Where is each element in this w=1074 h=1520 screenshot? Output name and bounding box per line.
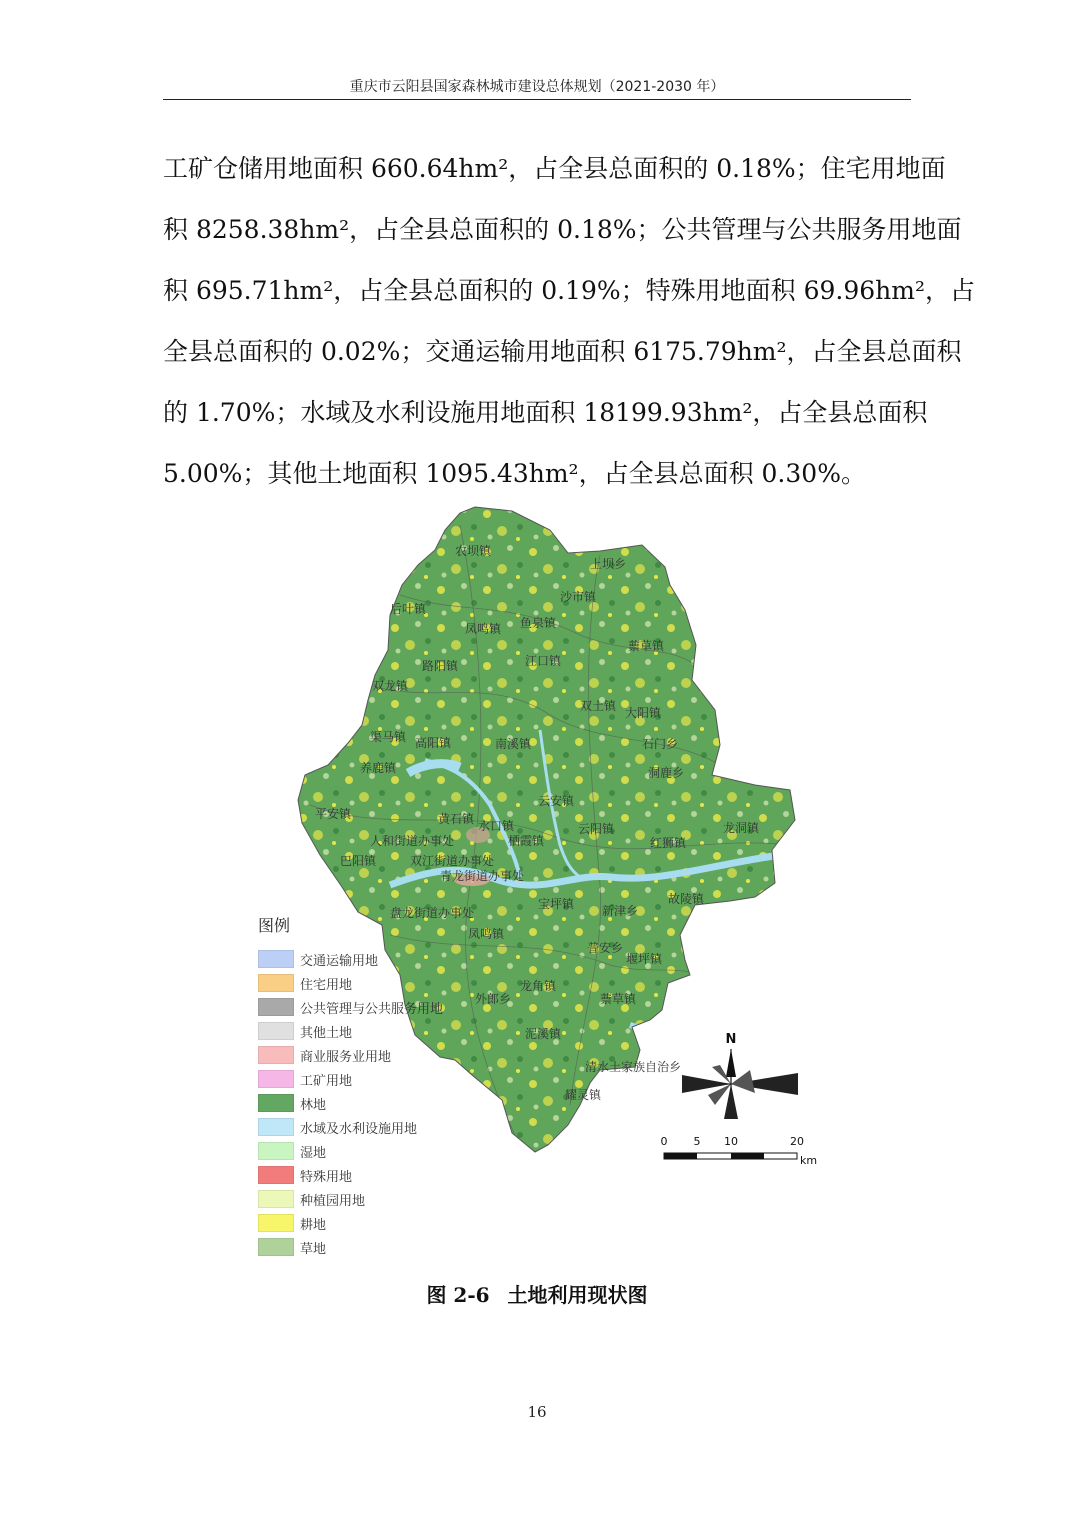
place-label: 渠马镇	[370, 730, 407, 744]
legend-swatch	[258, 1022, 294, 1040]
legend-swatch	[258, 1214, 294, 1232]
place-label: 堰坪镇	[626, 952, 663, 966]
body-paragraph	[163, 138, 975, 504]
legend-swatch	[258, 1142, 294, 1160]
scale-tick-label: 5	[693, 1135, 701, 1148]
scale-tick-label: 20	[790, 1135, 804, 1148]
place-label: 龙角镇	[520, 979, 557, 993]
place-label: 双江街道办事处	[410, 854, 495, 868]
scale-unit: km	[800, 1154, 818, 1167]
scale-bar-segment	[731, 1153, 764, 1159]
place-label: 凤鸣镇	[468, 927, 505, 941]
legend-item	[258, 1163, 468, 1187]
place-label: 双土镇	[580, 699, 617, 713]
paragraph-line: 积 695.71hm²，占全县总面积的 0.19%；特殊用地面积 69.96hm²，占	[163, 276, 975, 305]
place-label: 清水土家族自治乡	[585, 1060, 682, 1074]
place-label: 泥溪镇	[525, 1027, 562, 1041]
place-label: 高阳镇	[415, 736, 452, 750]
place-label: 上坝乡	[590, 557, 627, 571]
legend-item	[258, 1043, 468, 1067]
paragraph-line: 工矿仓储用地面积 660.64hm²，占全县总面积的 0.18%；住宅用地面	[163, 154, 946, 183]
legend-swatch	[258, 998, 294, 1016]
figure-title: 土地利用现状图	[507, 1283, 648, 1307]
place-label: 鱼泉镇	[520, 616, 557, 630]
place-label: 普安乡	[587, 941, 624, 955]
place-label: 青龙街道办事处	[440, 869, 525, 883]
paragraph-line: 积 8258.38hm²，占全县总面积的 0.18%；公共管理与公共服务用地面	[163, 215, 962, 244]
paragraph-line: 全县总面积的 0.02%；交通运输用地面积 6175.79hm²，占全县总面积	[163, 337, 962, 366]
north-label: N	[725, 1032, 737, 1047]
legend-swatch	[258, 974, 294, 992]
place-label: 双龙镇	[372, 679, 409, 693]
place-label: 江口镇	[525, 654, 562, 668]
scale-bar-segment	[664, 1153, 697, 1159]
place-label: 凤鸣镇	[465, 622, 502, 636]
place-label: 石门乡	[642, 737, 679, 751]
legend-swatch	[258, 950, 294, 968]
place-label: 洞鹿乡	[648, 766, 685, 780]
place-label: 人和街道办事处	[370, 834, 455, 848]
place-label: 耀灵镇	[565, 1088, 602, 1102]
legend-item	[258, 1019, 468, 1043]
figure-caption	[163, 1279, 911, 1308]
north-arrow	[682, 1032, 798, 1119]
place-label: 栖霞镇	[508, 834, 545, 848]
place-label: 黄石镇	[438, 812, 475, 826]
legend-item	[258, 1235, 468, 1259]
legend-item	[258, 1211, 468, 1235]
place-label: 南溪镇	[495, 737, 532, 751]
legend-swatch	[258, 1118, 294, 1136]
legend-label: 交通运输用地	[300, 953, 379, 969]
place-label: 后叶镇	[390, 602, 427, 616]
compass-arrow	[726, 1049, 736, 1077]
place-label: 云阳镇	[578, 822, 615, 836]
scale-tick-label: 10	[724, 1135, 738, 1148]
legend-label: 湿地	[300, 1145, 327, 1161]
place-label: 农坝镇	[455, 544, 492, 558]
legend-swatch	[258, 1238, 294, 1256]
legend-label: 特殊用地	[300, 1169, 353, 1185]
place-label: 外郎乡	[475, 992, 512, 1006]
legend-label: 水域及水利设施用地	[300, 1121, 418, 1137]
legend-item	[258, 947, 468, 971]
legend-item	[258, 1139, 468, 1163]
place-label: 水口镇	[478, 819, 515, 833]
figure-number: 图 2-6	[426, 1283, 490, 1307]
legend-swatch	[258, 1070, 294, 1088]
legend-label: 耕地	[300, 1217, 327, 1233]
place-label: 宝坪镇	[538, 897, 575, 911]
place-label: 沙市镇	[560, 590, 597, 604]
paragraph-line: 的 1.70%；水域及水利设施用地面积 18199.93hm²，占全县总面积	[163, 398, 928, 427]
legend-item	[258, 995, 468, 1019]
legend-swatch	[258, 1190, 294, 1208]
header-rule	[163, 99, 911, 100]
legend-label: 林地	[300, 1097, 327, 1113]
legend-item	[258, 1187, 468, 1211]
page-number: 16	[527, 1403, 547, 1421]
place-label: 红狮镇	[650, 836, 687, 850]
legend-label: 种植园用地	[300, 1193, 366, 1209]
place-label: 云安镇	[538, 794, 575, 808]
legend-swatch	[258, 1046, 294, 1064]
place-label: 故陵镇	[668, 892, 705, 906]
place-label: 巴阳镇	[340, 854, 377, 868]
place-label: 平安镇	[315, 807, 352, 821]
place-label: 龙洞镇	[723, 821, 760, 835]
legend-label: 公共管理与公共服务用地	[300, 1001, 444, 1017]
place-label: 养鹿镇	[360, 761, 397, 775]
legend-label: 商业服务业用地	[300, 1049, 392, 1065]
legend-list	[258, 947, 468, 1259]
scale-bar	[661, 1135, 818, 1167]
legend-item	[258, 1067, 468, 1091]
running-header: 重庆市云阳县国家森林城市建设总体规划（2021-2030 年）	[349, 79, 725, 95]
place-label: 大阳镇	[625, 706, 662, 720]
place-label: 蔈草镇	[600, 992, 637, 1006]
legend-label: 其他土地	[300, 1025, 353, 1041]
legend-label: 工矿用地	[300, 1073, 353, 1089]
scale-tick-label: 0	[660, 1135, 668, 1148]
legend-item	[258, 971, 468, 995]
place-label: 新津乡	[602, 904, 639, 918]
legend-item	[258, 1091, 468, 1115]
legend-label: 住宅用地	[300, 977, 353, 993]
legend-title: 图例	[258, 916, 291, 935]
place-label: 蔈草镇	[628, 639, 665, 653]
map-legend	[258, 913, 468, 1259]
paragraph-line: 5.00%；其他土地面积 1095.43hm²，占全县总面积 0.30%。	[163, 459, 866, 488]
legend-swatch	[258, 1094, 294, 1112]
legend-label: 草地	[300, 1241, 327, 1257]
legend-item	[258, 1115, 468, 1139]
place-label: 路阳镇	[422, 659, 459, 673]
place-label: 盘龙街道办事处	[390, 906, 475, 920]
legend-swatch	[258, 1166, 294, 1184]
